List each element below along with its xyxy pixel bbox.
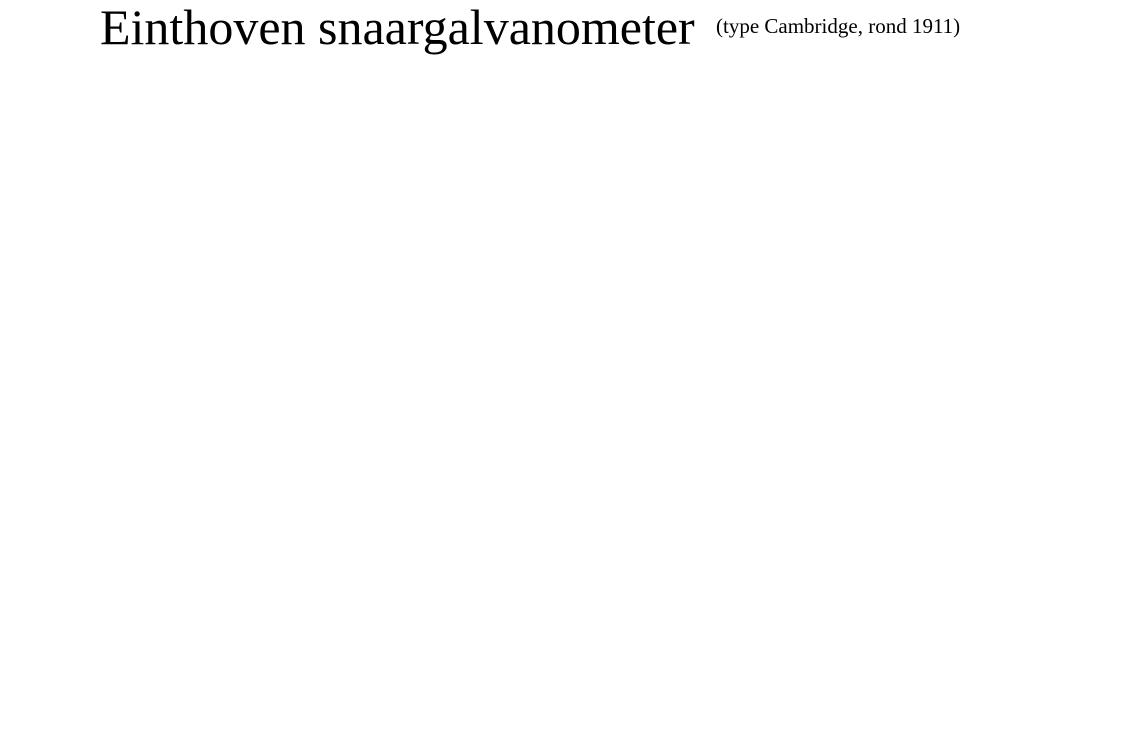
page-title: Einthoven snaargalvanometer [100,0,695,55]
page-header [0,0,1122,60]
page-subtitle: (type Cambridge, rond 1911) [716,14,961,38]
